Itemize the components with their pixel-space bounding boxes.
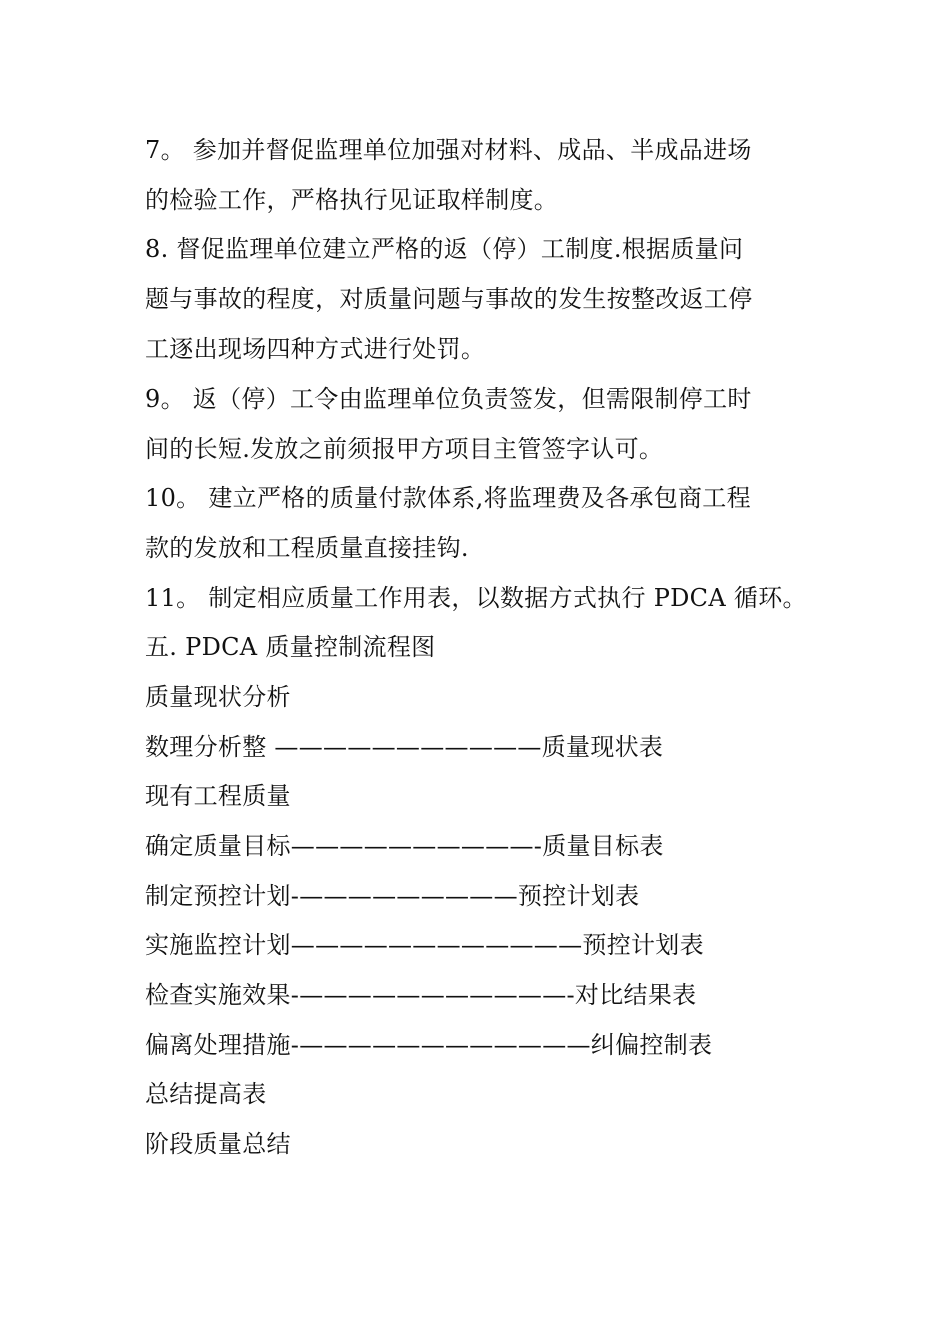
flow-item-precontrol-plan: 制定预控计划-—————————预控计划表 xyxy=(145,882,640,910)
section-heading-pdca: 五. PDCA 质量控制流程图 xyxy=(145,633,436,661)
paragraph-11: 11。 制定相应质量工作用表，以数据方式执行 PDCA 循环。 xyxy=(145,584,807,612)
paragraph-9-line-2: 间的长短.发放之前须报甲方项目主管签字认可。 xyxy=(145,435,664,463)
flow-item-data-analysis: 数理分析整 ———————————质量现状表 xyxy=(145,733,664,761)
paragraph-7-line-1: 7。 参加并督促监理单位加强对材料、成品、半成品进场 xyxy=(145,136,752,164)
paragraph-10-line-2: 款的发放和工程质量直接挂钩. xyxy=(145,534,469,562)
flow-item-check-effect: 检查实施效果-———————————-对比结果表 xyxy=(145,981,697,1009)
flow-item-deviation-handling: 偏离处理措施-————————————纠偏控制表 xyxy=(145,1031,713,1059)
flow-item-stage-summary: 阶段质量总结 xyxy=(145,1130,291,1158)
flow-item-summary-table: 总结提高表 xyxy=(145,1080,267,1108)
paragraph-9-line-1: 9。 返（停）工令由监理单位负责签发，但需限制停工时 xyxy=(145,385,752,413)
paragraph-8-line-1: 8. 督促监理单位建立严格的返（停）工制度.根据质量问 xyxy=(145,235,744,263)
paragraph-7-line-2: 的检验工作，严格执行见证取样制度。 xyxy=(145,186,559,214)
flow-item-quality-target: 确定质量目标——————————-质量目标表 xyxy=(145,832,664,860)
paragraph-10-line-1: 10。 建立严格的质量付款体系,将监理费及各承包商工程 xyxy=(145,484,751,512)
flow-item-quality-status: 质量现状分析 xyxy=(145,683,291,711)
paragraph-8-line-3: 工逐出现场四种方式进行处罚。 xyxy=(145,335,486,363)
paragraph-8-line-2: 题与事故的程度，对质量问题与事故的发生按整改返工停 xyxy=(145,285,753,313)
flow-item-implement-monitoring: 实施监控计划————————————预控计划表 xyxy=(145,931,704,959)
flow-item-existing-quality: 现有工程质量 xyxy=(145,782,291,810)
